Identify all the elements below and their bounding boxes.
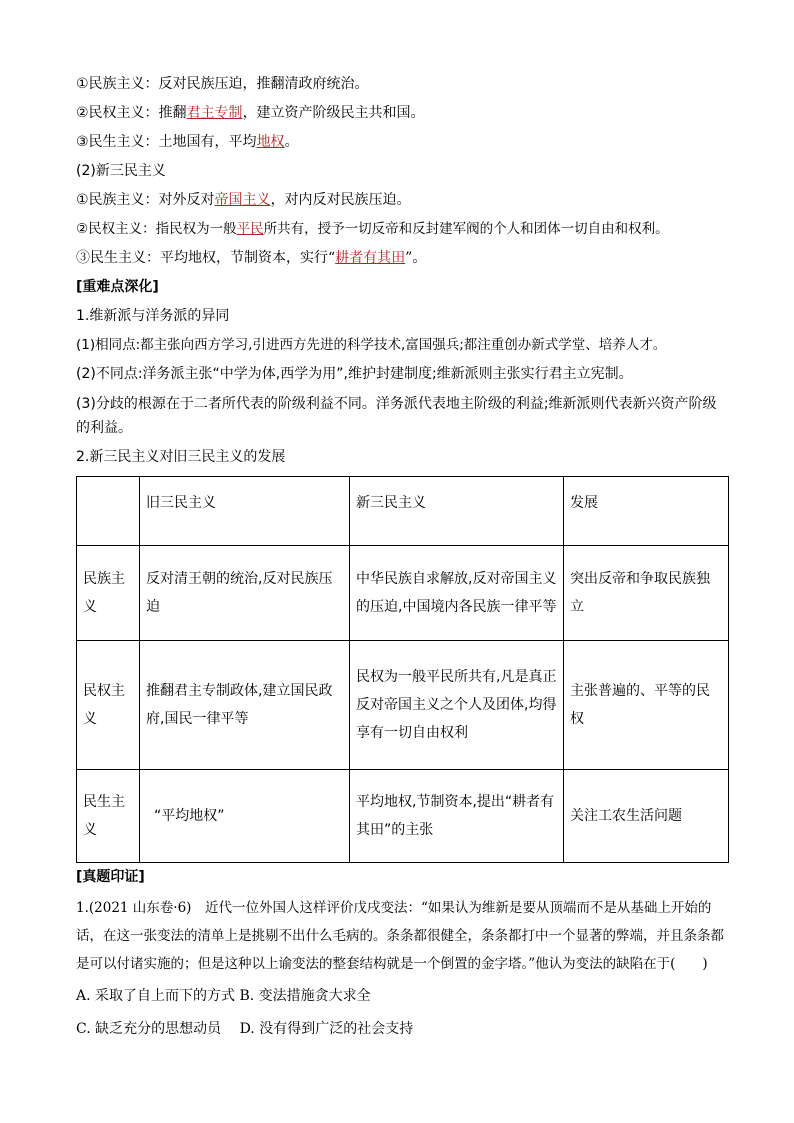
key-term: 帝国主义 [214,192,271,208]
deepen-item-1-title: 1.维新派与洋务派的异同 [76,308,230,324]
table-cell: 主张普遍的、平等的民权 [564,641,729,770]
old-principle-democracy: ②民权主义：推翻君主专制，建立资产阶级民主共和国。 [76,105,425,121]
table-cell: 民族主义 [77,546,140,641]
old-principle-nationalism: ①民族主义：反对民族压迫，推翻清政府统治。 [76,76,369,92]
answer-options-cd: C. 缺乏充分的思想动员 D. 没有得到广泛的社会支持 [76,1021,414,1037]
table-row [77,641,729,770]
table-cell: 关注工农生活问题 [564,770,729,863]
new-principles-title: (2)新三民主义 [76,163,166,179]
deepen-item-2-title: 2.新三民主义对旧三民主义的发展 [76,449,286,465]
table-row [77,546,729,641]
old-principle-livelihood: ③民生主义：土地国有，平均地权。 [76,134,299,150]
document-page [76,70,726,1044]
table-cell: 平均地权,节制资本,提出“耕者有其田”的主张 [350,770,564,863]
table-header-cell: 发展 [564,477,729,546]
new-principle-democracy: ②民权主义：指民权为一般平民所共有，授予一切反帝和反封建军阀的个人和团体一切自由和权利。 [76,221,669,237]
table-header-cell [77,477,140,546]
new-principle-livelihood: ③民生主义：平均地权，节制资本，实行“耕者有其田”。 [76,250,427,266]
table-cell: 反对清王朝的统治,反对民族压迫 [140,546,350,641]
new-principle-nationalism: ①民族主义：对外反对帝国主义，对内反对民族压迫。 [76,192,411,208]
table-header-cell: 新三民主义 [350,477,564,546]
key-term: 耕者有其田 [335,250,406,266]
deepen-item-1-difference: (2)不同点:洋务派主张“中学为体,西学为用”,维护封建制度;维新派则主张实行君主立宪制。 [76,366,633,382]
table-cell: “平均地权” [140,770,350,863]
key-term: 平民 [236,221,264,237]
section-heading-deepen: [重难点深化] [76,279,159,295]
deepen-item-1-similarity: (1)相同点:都主张向西方学习,引进西方先进的科学技术,富国强兵;都注重创办新式学堂、培养人才。 [76,337,667,353]
table-header-row [77,477,729,546]
table-cell: 突出反帝和争取民族独立 [564,546,729,641]
answer-options-ab: A. 采取了自上而下的方式 B. 变法措施贪大求全 [76,988,371,1004]
comparison-table [76,476,729,863]
deepen-item-1-root-cause: (3)分歧的根源在于二者所代表的阶级利益不同。洋务派代表地主阶级的利益;维新派则代表新兴资产阶级的利益。 [76,396,717,436]
table-cell: 民权为一般平民所共有,凡是真正反对帝国主义之个人及团体,均得享有一切自由权利 [350,641,564,770]
exam-question: 1.(2021 山东卷·6) 近代一位外国人这样评价戊戌变法：“如果认为维新是要从顶端而不是从基础上开始的话，在这一张变法的清单上是挑剔不出什么毛病的。条条都很健全，条条都打中一个显著的弊端，并且条条都是可以付诸实施的；但是这种以上谕变法的整套结构就是一个倒置的金字塔。”他认为变法的缺陷在于( ) [76,900,724,972]
table-cell: 民生主义 [77,770,140,863]
key-term: 君主专制 [186,105,243,121]
table-cell: 民权主义 [77,641,140,770]
section-heading-exam: [真题印证] [76,869,145,885]
table-cell: 中华民族自求解放,反对帝国主义的压迫,中国境内各民族一律平等 [350,546,564,641]
table-header-cell: 旧三民主义 [140,477,350,546]
table-cell: 推翻君主专制政体,建立国民政府,国民一律平等 [140,641,350,770]
key-term: 地权 [256,134,285,150]
table-row [77,770,729,863]
